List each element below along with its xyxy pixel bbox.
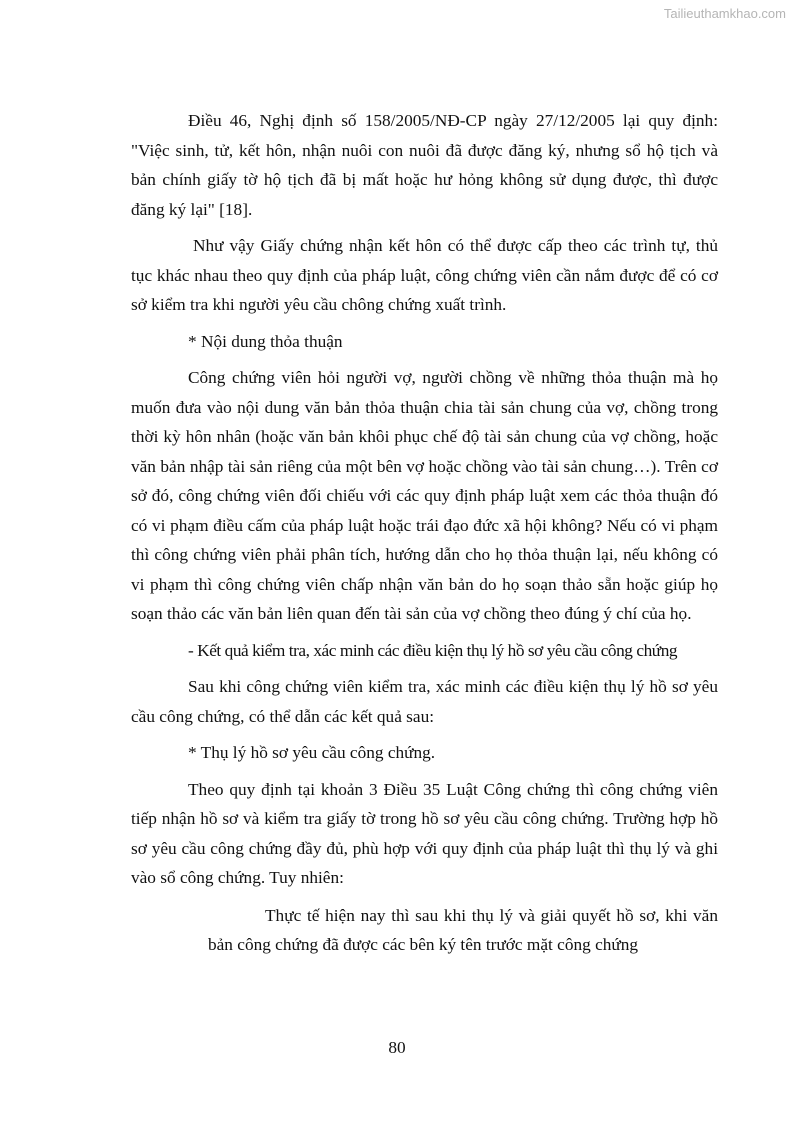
- page-number: 80: [388, 1038, 406, 1057]
- heading-agreement-content: * Nội dung thỏa thuận: [188, 331, 343, 351]
- watermark: Tailieuthamkhao.com: [663, 6, 786, 21]
- document-body: [131, 106, 718, 960]
- paragraph-notary-law-article-35: Theo quy định tại khoản 3 Điều 35 Luật Công chứng thì công chứng viên tiếp nhận hồ sơ và kiểm tra giấy tờ trong hồ sơ yêu cầu công chứng. Trường hợp hồ sơ yêu cầu công chứng đầy đủ, phù hợp với quy định của pháp luật thì thụ lý và ghi vào sổ công chứng. Tuy nhiên:: [131, 779, 718, 887]
- paragraph-notary-questions: Công chứng viên hỏi người vợ, người chồng về những thỏa thuận mà họ muốn đưa vào nội dung văn bản thỏa thuận chia tài sản chung của vợ, chồng trong thời kỳ hôn nhân (hoặc văn bản khôi phục chế độ tài sản chung của vợ chồng, hoặc văn bản nhập tài sản riêng của một bên vợ hoặc chồng vào tài sản chung…). Trên cơ sở đó, công chứng viên đối chiếu với các quy định pháp luật xem các thỏa thuận đó có vi phạm điều cấm của pháp luật hoặc trái đạo đức xã hội không? Nếu có vi phạm thì công chứng viên phải phân tích, hướng dẫn cho họ thỏa thuận lại, nếu không có vi phạm thì công chứng viên chấp nhận văn bản do họ soạn thảo sẵn hoặc giúp họ soạn thảo các văn bản liên quan đến tài sản của vợ chồng theo đúng ý chí của họ.: [131, 368, 718, 623]
- block-quote: Thực tế hiện nay thì sau khi thụ lý và giải quyết hồ sơ, khi văn bản công chứng đã được các bên ký tên trước mặt công chứng: [208, 905, 718, 954]
- heading-verification-result: - Kết quả kiểm tra, xác minh các điều kiện thụ lý hồ sơ yêu cầu công chứng: [188, 640, 678, 660]
- heading-accept-dossier: * Thụ lý hồ sơ yêu cầu công chứng.: [188, 743, 436, 762]
- paragraph-after-verification: Sau khi công chứng viên kiểm tra, xác minh các điều kiện thụ lý hồ sơ yêu cầu công chứng, có thể dẫn các kết quả sau:: [131, 677, 718, 726]
- paragraph-marriage-certificate: Như vậy Giấy chứng nhận kết hôn có thể được cấp theo các trình tự, thủ tục khác nhau theo quy định của pháp luật, công chứng viên cần nắm được để có cơ sở kiểm tra khi người yêu cầu chông chứng xuất trình.: [131, 236, 718, 314]
- paragraph-decree-46: Điều 46, Nghị định số 158/2005/NĐ-CP ngày 27/12/2005 lại quy định: "Việc sinh, tử, kết hôn, nhận nuôi con nuôi đã được đăng ký, nhưng sổ hộ tịch và bản chính giấy tờ hộ tịch đã bị mất hoặc hư hỏng không sử dụng được, thì được đăng ký lại" [18].: [131, 111, 718, 219]
